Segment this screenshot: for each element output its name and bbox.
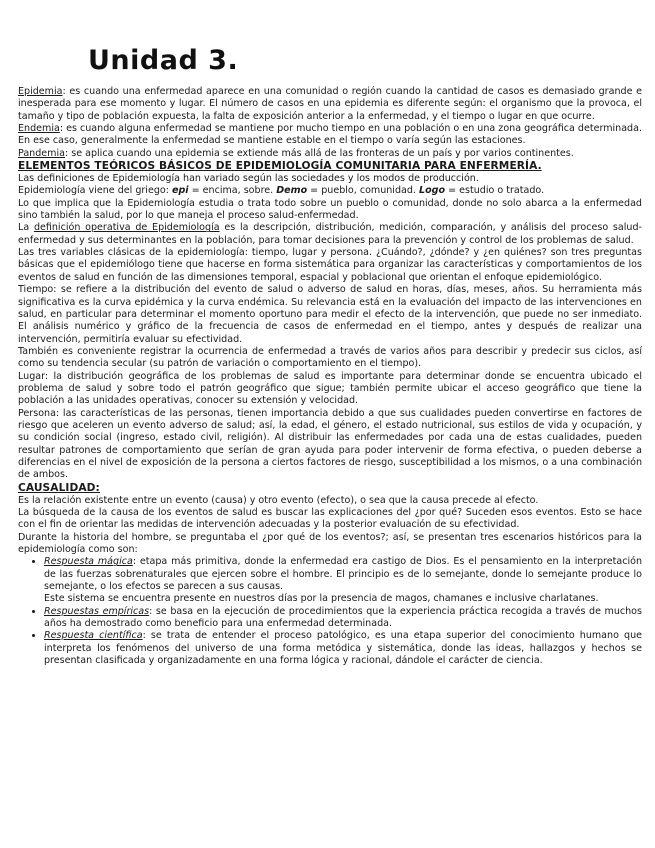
pandemia-text: : se aplica cuando una epidemia se extiende más allá de las fronteras de un país y por varios continentes.	[64, 147, 574, 159]
endemia-text: : es cuando alguna enfermedad se mantiene por mucho tiempo en una población o en una zona geográfica determinada. En ese caso, generalmente la enfermedad se mantiene estable en el tiempo o varía según las estaciones.	[18, 123, 642, 147]
epidemia-paragraph	[18, 86, 642, 123]
elementos-section	[18, 173, 642, 482]
bullet-term: Respuestas empíricas	[44, 605, 150, 617]
page-title: Unidad 3.	[88, 45, 239, 76]
logo-meaning: = estudio o tratado.	[445, 185, 545, 197]
operativa-text: es la descripción, distribución, medición, comparación, y análisis del proceso salud-enfermedad y sus determinantes en la población, para tomar decisiones para la prevención y control de los problemas de salud.	[18, 222, 642, 246]
epi-term: epi	[171, 185, 189, 197]
causalidad-section	[18, 495, 642, 668]
section-heading-elementos: ELEMENTOS TEÓRICOS BÁSICOS DE EPIDEMIOLOGÍA COMUNITARIA PARA ENFERMERÍA.	[18, 160, 542, 173]
epidemia-term: Epidemia	[18, 86, 63, 97]
bullet-text: : etapa más primitiva, donde la enfermedad era castigo de Dios. Es el pensamiento en la interpretación de las fuerzas sobrenaturales que ejercen sobre el hombre. El principio es de lo semejante, donde lo semejante produce lo semejante, o los efectos se parecen a sus causas.	[44, 556, 643, 593]
endemia-term: Endemia	[18, 123, 60, 135]
variables-paragraph: Las tres variables clásicas de la epidemiología: tiempo, lugar y persona. ¿Cuándo?, ¿dónde? y ¿en quiénes? son tres preguntas básicas que el epidemiólogo tiene que hacerse en forma sistemática para organizar las características y comportamientos de los eventos de salud en función de las dimensiones temporal, espacial y poblacional que orientan el enfoque epidemiológico.	[18, 247, 642, 283]
operativa-term: definición operativa de Epidemiología	[33, 222, 220, 234]
tambien-paragraph: También es conveniente registrar la ocurrencia de enfermedad a través de varios años para describir y predecir sus ciclos, así como su tendencia secular (su patrón de variación o comportamiento en el tiempo).	[18, 345, 642, 370]
lugar-paragraph: Lugar: la distribución geográfica de los problemas de salud es importante para determinar donde se encuentra ubicado el problema de salud y sobre todo el patrón geográfico que sigue; también permite ubicar el acceso geográfico que tiene la población a las unidades operativas, conocer su extensión y velocidad.	[18, 370, 642, 407]
demo-meaning: = pueblo, comunidad.	[307, 185, 419, 197]
list-item	[44, 606, 642, 631]
operativa-paragraph	[18, 222, 642, 247]
tiempo-paragraph: Tiempo: se refiere a la distribución del evento de salud o adverso de salud en horas, días, meses, años. Su herramienta más significativa es la curva epidémica y la curva endémica. Su relevancia está en la evaluación del impacto de las intervenciones en salud, en particular para determinar el momento oportuno para medir el efecto de la intervención, que puede no ser inmediato. El análisis numérico y gráfico de la frecuencia de casos de enfermedad en el tiempo, antes y después de realizar una intervención, permitiría evaluar su efectividad.	[18, 284, 642, 345]
document-page	[18, 0, 642, 667]
definitions-section	[18, 86, 642, 160]
epidemia-text: : es cuando una enfermedad aparece en una comunidad o región cuando la cantidad de casos es demasiado grande e inesperada para ese momento y lugar. El número de casos en una epidemia es diferente según: el organismo que la provoca, el tamaño y tipo de población expuesta, la falta de exposición anterior a la enfermedad, y el tiempo o lugar en que ocurre.	[18, 86, 642, 122]
pandemia-term: Pandemia	[18, 147, 65, 159]
endemia-paragraph	[18, 123, 642, 148]
bullet-text: : se basa en la ejecución de procedimientos que la experiencia práctica recogida a través de muchos años ha demostrado como beneficio para una enfermedad determinada.	[44, 605, 642, 630]
griego-paragraph	[18, 185, 642, 197]
busqueda-paragraph: La búsqueda de la causa de los eventos de salud es buscar las explicaciones del ¿por qué? Suceden esos eventos. Esto se hace con el fin de orientar las medidas de intervención adecuadas y la posterior evaluación de su efectividad.	[18, 507, 642, 531]
persona-paragraph: Persona: las características de las personas, tienen importancia debido a que sus cualidades pueden convertirse en factores de riesgo que aceleren un evento adverso de salud; así, la edad, el género, el estado nutricional, sus estilos de vida y ocupación, y su condición social (ingreso, estado civil, religión). Al distribuir las enfermedades por cada una de estas cualidades, pueden resultar patrones de comportamiento que serían de gran ayuda para poder intervenir de forma efectiva, o pueden deberse a diferencias en el nivel de exposición de la persona a ciertos factores de riesgo, susceptibilidad a los mismos, o a una combinación de ambos.	[18, 407, 642, 481]
bullet-term: Respuesta mágica	[44, 556, 133, 568]
section-heading-causalidad: CAUSALIDAD:	[18, 481, 100, 494]
relacion-paragraph: Es la relación existente entre un evento (causa) y otro evento (efecto), o sea que la causa precede al efecto.	[18, 494, 539, 506]
historia-paragraph: Durante la historia del hombre, se preguntaba el ¿por qué de los eventos?; así, se presentan tres escenarios históricos para la epidemiología como son:	[18, 531, 642, 556]
bullet-text: : se trata de entender el proceso patológico, es una etapa superior del conocimiento humano que interpreta los fenómenos del universo de una forma metódica y sistemática, donde las ideas, hallazgos y hechos se presentan clasificada y organizadamente en una forma lógica y racional, dándole el carácter de ciencia.	[44, 630, 642, 667]
pandemia-paragraph	[18, 148, 642, 160]
escenarios-list	[18, 556, 642, 593]
definiciones-paragraph: Las definiciones de Epidemiología han variado según las sociedades y los modos de producción.	[18, 173, 479, 185]
griego-intro: Epidemiología viene del griego:	[18, 185, 172, 197]
epi-meaning: = encima, sobre.	[188, 185, 277, 197]
implica-paragraph: Lo que implica que la Epidemiología estudia o trata todo sobre un pueblo o comunidad, donde no solo abarca a la enfermedad sino también la salud, por lo que maneja el proceso salud-enfermedad.	[18, 197, 642, 222]
list-item	[44, 556, 642, 593]
operativa-pre: La	[18, 222, 34, 234]
escenarios-list-continued	[18, 606, 642, 668]
list-item	[44, 630, 642, 667]
demo-term: Demo	[276, 185, 308, 197]
magica-extra-paragraph: Este sistema se encuentra presente en nuestros días por la presencia de magos, chamanes e inclusive charlatanes.	[44, 593, 599, 605]
logo-term: Logo	[419, 185, 446, 197]
bullet-term: Respuesta científica	[44, 630, 143, 642]
